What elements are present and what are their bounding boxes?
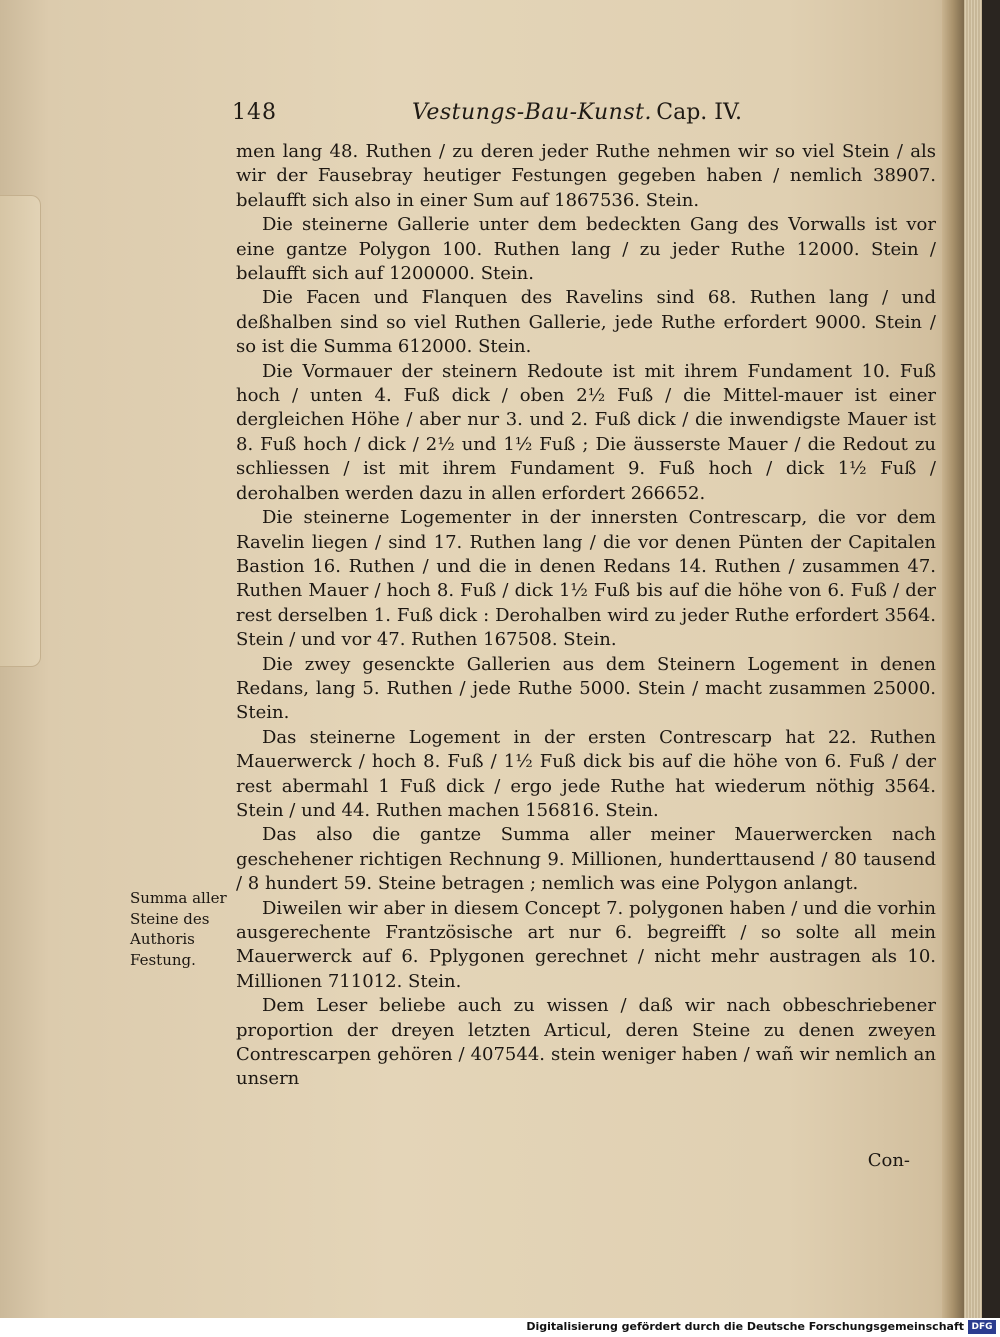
paragraph: Das steinerne Logement in der ersten Contrescarp hat 22. Ruthen Mauerwerck / hoch 8. Fuß / 1½ Fuß dick bis auf die höhe von 6. Fuß / der rest abermahl 1 Fuß dick / ergo jede Ruthe hat wiederum nöthig 3564. Stein / und 44. Ruthen machen 156816. Stein.	[236, 726, 936, 821]
paragraph: Dem Leser beliebe auch zu wissen / daß wir nach obbeschriebener proportion der dreyen letzten Articul, deren Steine zu denen zweyen Contrescarpen gehören / 407544. stein weniger haben / wañ wir nemlich an unsern	[236, 995, 936, 1090]
dfg-logo-icon: DFG	[968, 1320, 996, 1334]
paragraph: Die steinerne Gallerie unter dem bedeckten Gang des Vorwalls ist vor eine gantze Polygon 100. Ruthen lang / zu jeder Ruthe 12000. Stein / belaufft sich auf 1200000. Stein.	[236, 214, 936, 285]
catchword: Con-	[867, 1150, 910, 1171]
paragraph: Diweilen wir aber in diesem Concept 7. polygonen haben / und die vorhin ausgerechente Frantzösische art nur 6. begreifft / so solte all mein Mauerwerck auf 6. Pplygonen gerechnet / nicht mehr austragen als 10. Millionen 711012. Stein.	[236, 897, 936, 992]
margin-note	[130, 888, 230, 970]
margin-note-line: Summa aller	[130, 889, 227, 907]
page-stack-edge	[964, 0, 982, 1318]
funding-credit: Digitalisierung gefördert durch die Deutsche Forschungsgemeinschaft	[526, 1320, 964, 1333]
margin-note-line: Steine des	[130, 909, 210, 928]
body-text	[236, 140, 936, 1092]
paragraph: Die zwey gesenckte Gallerien aus dem Steinern Logement in denen Redans, lang 5. Ruthen / jede Ruthe 5000. Stein / macht zusammen 25000. Stein.	[236, 653, 936, 724]
folded-page-edge	[0, 195, 41, 667]
running-title: Vestungs-Bau-Kunst.	[412, 100, 652, 125]
margin-note-line: Authoris	[130, 930, 195, 948]
margin-note-line: Festung.	[130, 950, 196, 969]
chapter-label: Cap. IV.	[656, 100, 742, 125]
paragraph: men lang 48. Ruthen / zu deren jeder Ruthe nehmen wir so viel Stein / als wir der Fausebray heutiger Festungen gegeben haben / nemlich 38907. belaufft sich also in einer Sum auf 1867536. Stein.	[236, 141, 936, 211]
page-number: 148	[232, 100, 277, 125]
paragraph: Die steinerne Logementer in der innersten Contrescarp, die vor dem Ravelin liegen / sind 17. Ruthen lang / die vor denen Pünten der Capitalen Bastion 16. Ruthen / und die in denen Redans 14. Ruthen / zusammen 47. Ruthen Mauer / hoch 8. Fuß / dick 1½ Fuß bis auf die höhe von 6. Fuß / der rest derselben 1. Fuß dick : Derohalben wird zu jeder Ruthe erfordert 3564. Stein / und vor 47. Ruthen 167508. Stein.	[236, 507, 936, 651]
paragraph: Die Facen und Flanquen des Ravelins sind 68. Ruthen lang / und deßhalben sind so viel Ruthen Gallerie, jede Ruthe erfordert 9000. Stein / so ist die Summa 612000. Stein.	[236, 287, 936, 358]
page-header	[232, 96, 952, 130]
digitization-footer	[0, 1318, 1000, 1337]
paragraph: Das also die gantze Summa aller meiner Mauerwercken nach geschehener richtigen Rechnung 9. Millionen, hunderttausend / 80 tausend / 8 hundert 59. Steine betragen ; nemlich was eine Polygon anlangt.	[236, 824, 936, 895]
paragraph: Die Vormauer der steinern Redoute ist mit ihrem Fundament 10. Fuß hoch / unten 4. Fuß dick / oben 2½ Fuß / die Mittel-mauer ist einer dergleichen Höhe / aber nur 3. und 2. Fuß dick / die inwendigste Mauer ist 8. Fuß hoch / dick / 2½ und 1½ Fuß ; Die äusserste Mauer / die Redout zu schliessen / ist mit ihrem Fundament 9. Fuß hoch / dick 1½ Fuß / derohalben werden dazu in allen erfordert 266652.	[236, 360, 936, 504]
page-gutter-shadow	[942, 0, 964, 1318]
